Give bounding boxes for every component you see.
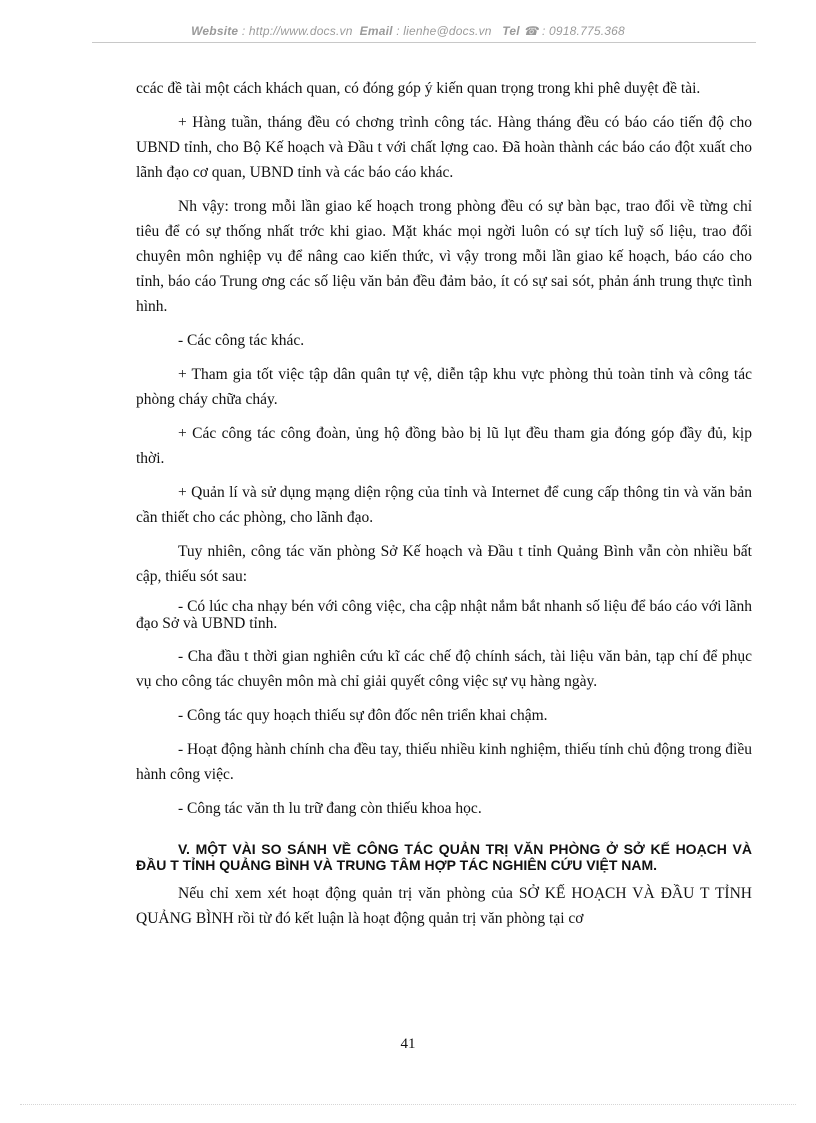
section-heading: V. MỘT VÀI SO SÁNH VỀ CÔNG TÁC QUẢN TRỊ VĂN PHÒNG Ở SỞ KẾ HOẠCH VÀ ĐẦU T TỈNH QUẢNG BÌNH VÀ TRUNG TÂM HỢP TÁC NGHIÊN CỨU VIỆT NAM.	[136, 841, 752, 873]
paragraph-12: - Hoạt động hành chính cha đều tay, thiếu nhiều kinh nghiệm, thiếu tính chủ động trong điều hành công việc.	[136, 741, 752, 783]
page-number: 41	[400, 1036, 416, 1052]
paragraph-14: Nếu chỉ xem xét hoạt động quản trị văn phòng của SỞ KẾ HOẠCH VÀ ĐẦU T TỈNH QUẢNG BÌNH rồi từ đó kết luận là hoạt động quản trị văn phòng tại cơ	[136, 885, 752, 927]
paragraph-1: ccác đề tài một cách khách quan, có đóng góp ý kiến quan trọng trong khi phê duyệt đề tài.	[136, 80, 701, 97]
paragraph-9: - Có lúc cha nhạy bén với công việc, cha cập nhật nắm bắt nhanh số liệu để báo cáo với lãnh đạo Sở và UBND tỉnh.	[136, 598, 752, 632]
paragraph-8: Tuy nhiên, công tác văn phòng Sở Kế hoạch và Đầu t tỉnh Quảng Bình vẫn còn nhiều bất cập, thiếu sót sau:	[136, 543, 752, 585]
footer-divider	[20, 1104, 796, 1105]
email-value: : lienhe@docs.vn	[396, 24, 492, 38]
tel-label: Tel	[502, 24, 520, 38]
email-label: Email	[359, 24, 393, 38]
paragraph-11: - Công tác quy hoạch thiếu sự đôn đốc nên triển khai chậm.	[178, 707, 548, 724]
website-value: : http://www.docs.vn	[241, 24, 353, 38]
paragraph-10: - Cha đầu t thời gian nghiên cứu kĩ các chế độ chính sách, tài liệu văn bản, tạp chí để phục vụ cho công tác chuyên môn mà chỉ giải quyết công việc sự vụ hàng ngày.	[136, 648, 752, 690]
paragraph-5: + Tham gia tốt việc tập dân quân tự vệ, diễn tập khu vực phòng thủ toàn tỉnh và công tác phòng cháy chữa cháy.	[136, 366, 752, 408]
header-divider	[92, 42, 756, 43]
paragraph-6: + Các công tác công đoàn, ủng hộ đồng bào bị lũ lụt đều tham gia đóng góp đầy đủ, kịp thời.	[136, 425, 752, 467]
page-header	[0, 24, 816, 38]
paragraph-7: + Quản lí và sử dụng mạng diện rộng của tỉnh và Internet để cung cấp thông tin và văn bản cần thiết cho các phòng, cho lãnh đạo.	[136, 484, 752, 526]
tel-value: ☎ : 0918.775.368	[523, 24, 625, 38]
paragraph-13: - Công tác văn th lu trữ đang còn thiếu khoa học.	[178, 800, 482, 817]
document-body	[136, 76, 752, 940]
website-label: Website	[191, 24, 239, 38]
paragraph-3: Nh vậy: trong mỗi lần giao kế hoạch trong phòng đều có sự bàn bạc, trao đổi về từng chỉ tiêu để có sự thống nhất trớc khi giao. Mặt khác mọi ngời luôn có sự tích luỹ số liệu, trao đổi chuyên môn nghiệp vụ để nâng cao kiến thức, vì vậy trong mỗi lần giao kế hoạch, báo cáo cho tỉnh, báo cáo Trung ơng các số liệu văn bản đều đảm bảo, ít có sự sai sót, phản ánh trung thực tình hình.	[136, 198, 752, 315]
paragraph-4: - Các công tác khác.	[178, 332, 305, 349]
paragraph-2: + Hàng tuần, tháng đều có chơng trình công tác. Hàng tháng đều có báo cáo tiến độ cho UBND tỉnh, cho Bộ Kế hoạch và Đầu t với chất lợng cao. Đã hoàn thành các báo cáo đột xuất cho lãnh đạo cơ quan, UBND tỉnh và các báo cáo khác.	[136, 114, 752, 181]
